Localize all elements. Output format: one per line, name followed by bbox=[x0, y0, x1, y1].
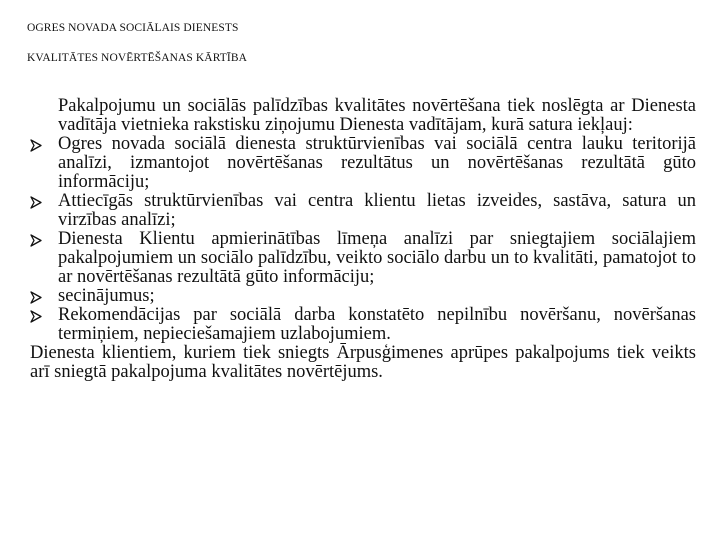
bullet-list bbox=[30, 135, 696, 344]
bullet-text: Dienesta Klientu apmierinātības līmeņa analīzi par sniegtajiem sociālajiem pakalpojumiem un sociālo palīdzību, veikto sociālo darbu un to kvalitāti, pamatojot to ar novērtēšanas rezultātā gūto informāciju; bbox=[58, 229, 696, 287]
intro-paragraph: Pakalpojumu un sociālās palīdzības kvalitātes novērtēšana tiek noslēgta ar Dienesta vadītāja vietnieka rakstisku ziņojumu Dienesta vadītājam, kurā satura iekļauj: bbox=[58, 96, 696, 135]
list-item bbox=[30, 230, 696, 287]
list-item bbox=[30, 135, 696, 192]
slide-body bbox=[30, 97, 696, 382]
list-item bbox=[30, 192, 696, 230]
organization-name: OGRES NOVADA SOCIĀLAIS DIENESTS bbox=[27, 22, 239, 34]
bullet-text: Attiecīgās struktūrvienības vai centra klientu lietas izveides, sastāva, satura un virzības analīzi; bbox=[58, 191, 696, 230]
closing-paragraph: Dienesta klientiem, kuriem tiek sniegts Ārpusģimenes aprūpes pakalpojums tiek veikts arī sniegtā pakalpojuma kvalitātes novērtējums. bbox=[30, 343, 696, 382]
arrow-bullet-icon bbox=[30, 310, 42, 323]
arrow-bullet-icon bbox=[30, 139, 42, 152]
arrow-bullet-icon bbox=[30, 234, 42, 247]
arrow-bullet-icon bbox=[30, 291, 42, 304]
arrow-bullet-icon bbox=[30, 196, 42, 209]
bullet-text: Ogres novada sociālā dienesta struktūrvienības vai sociālā centra lauku teritorijā analīzi, izmantojot novērtēšanas rezultātus un novērtēšanas rezultātā gūto informāciju; bbox=[58, 134, 696, 192]
bullet-text: Rekomendācijas par sociālā darba konstatēto nepilnību novēršanu, novēršanas termiņiem, nepieciešamajiem uzlabojumiem. bbox=[58, 305, 696, 344]
bullet-text: secinājumus; bbox=[58, 286, 155, 306]
list-item bbox=[30, 306, 696, 344]
slide-title: KVALITĀTES NOVĒRTĒŠANAS KĀRTĪBA bbox=[27, 52, 248, 64]
list-item bbox=[30, 287, 696, 306]
